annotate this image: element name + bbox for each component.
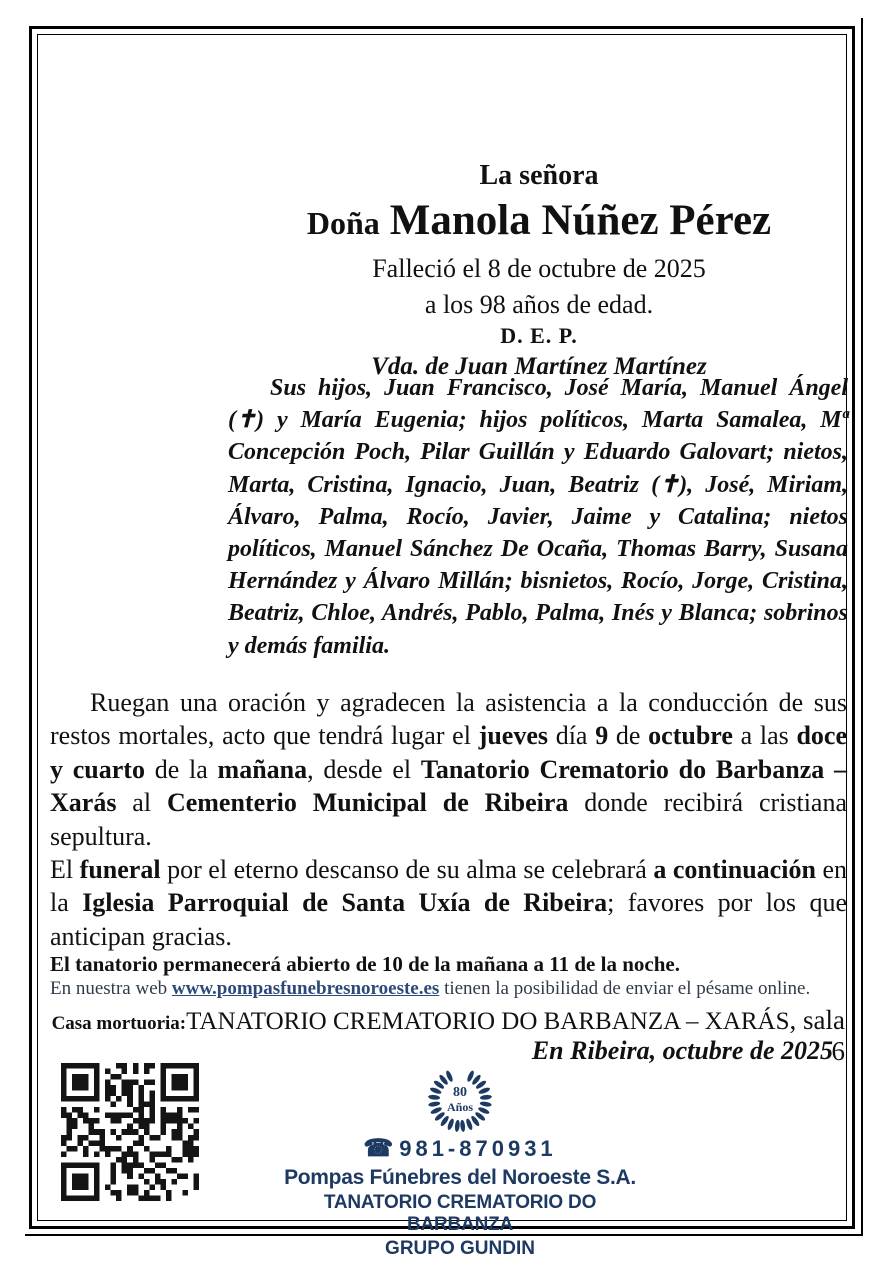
text-segment: Cementerio Municipal de Ribeira — [166, 788, 569, 818]
phone-icon: ☎ — [363, 1135, 394, 1162]
cross-black-crossbar-upper — [52, 263, 132, 273]
family-paragraph: Sus hijos, Juan Francisco, José María, Manuel Ángel (✝) y María Eugenia; hijos políticos, Marta Samalea, Mª Concepción Poch, Pilar Guillán y Eduardo Galovart; nietos, Marta, Cristina, Ignacio, Juan, Beatriz (✝), José, Miriam, Álvaro, Palma, Rocío, Javier, Jaime y Catalina; nietos políticos, Manuel Sánchez De Ocaña, Thomas Barry, Susana Hernández y Álvaro Millán; bisnietos, Rocío, Jorge, Cristina, Beatriz, Chloe, Andrés, Pablo, Palma, Inés y Blanca; sobrinos y demás familia. — [228, 375, 848, 659]
salutation: La señora — [479, 160, 599, 191]
text-segment: En nuestra web — [50, 978, 172, 999]
age-line: a los 98 años de edad. — [424, 290, 654, 319]
cross-black-vertical-top — [123, 103, 133, 263]
text-segment: por el eterno descanso de su alma se celebrará — [160, 855, 654, 885]
text-segment: donde recibirá cristiana sepultura. — [50, 788, 848, 851]
phone-number: 981-870931 — [399, 1136, 557, 1161]
announcement-paragraph-1 — [50, 686, 847, 853]
text-segment: , desde el — [307, 754, 421, 784]
group-name: GRUPO GUNDIN — [385, 1238, 535, 1259]
text-segment: TANATORIO CREMATORIO DO BARBANZA – XARÁS — [186, 1008, 790, 1035]
text-segment: Iglesia Parroquial de Santa Uxía de Ribeira — [82, 888, 608, 918]
qr-code — [61, 1063, 199, 1201]
text-segment: funeral — [79, 855, 161, 885]
honorific: Doña — [306, 205, 380, 241]
text-segment: doce y cuarto — [50, 721, 848, 784]
company-name: Pompas Fúnebres del Noroeste S.A. — [284, 1166, 636, 1189]
text-segment: mañana — [217, 754, 308, 784]
svg-text:80: 80 — [453, 1085, 467, 1100]
text-segment: octubre — [648, 721, 733, 751]
anniversary-laurel-icon — [408, 1066, 512, 1132]
phone-line — [280, 1134, 640, 1163]
website-line — [50, 978, 847, 1000]
svg-text:Años: Años — [446, 1100, 474, 1114]
card-shadow-right — [861, 18, 863, 1236]
cross-gray-vertical — [140, 75, 149, 575]
deceased-name: Manola Núñez Pérez — [389, 197, 772, 244]
deceased-name-line — [230, 196, 848, 245]
facility-name: TANATORIO CREMATORIO DO BARBANZA — [323, 1192, 597, 1235]
text-segment: jueves — [478, 721, 548, 751]
tanatorio-hours-line: El tanatorio permanecerá abierto de 10 de la mañana a 11 de la noche. — [50, 952, 680, 976]
text-segment: a continuación — [653, 855, 816, 885]
cross-black-vertical-bottom — [123, 302, 133, 620]
text-segment: Ruegan una oración y agradecen la asistencia a la conducción de sus restos mortales, acto que tendrá lugar el — [50, 688, 847, 751]
text-segment: tienen la posibilidad de enviar el pésame online. — [439, 978, 811, 999]
text-segment: al — [116, 788, 167, 818]
widow-of-line: Vda. de Juan Martínez Martínez — [371, 353, 707, 380]
text-segment: de la — [144, 754, 218, 784]
cross-black-crossbar-lower — [52, 292, 132, 302]
website-link[interactable]: www.pompasfunebresnoroeste.es — [171, 978, 440, 999]
header-block — [230, 160, 848, 381]
text-segment: Casa mortuoria: — [51, 1013, 187, 1034]
funeral-home-block — [280, 1066, 640, 1260]
rip-abbreviation: D. E. P. — [500, 323, 578, 348]
cross-gray-crossbar-upper — [140, 263, 221, 273]
text-segment: a las — [732, 721, 797, 751]
text-segment: día — [548, 721, 596, 751]
text-segment: de — [608, 721, 649, 751]
death-date-line: Falleció el 8 de octubre de 2025 — [372, 254, 706, 283]
text-segment: El — [50, 855, 80, 885]
text-segment: en la — [50, 855, 847, 918]
place-date-line: En Ribeira, octubre de 2025 — [531, 1036, 833, 1065]
text-segment: 9 — [595, 721, 609, 751]
text-segment: Tanatorio Crematorio do Barbanza – Xarás — [50, 754, 847, 818]
announcement-paragraph-2 — [50, 853, 847, 953]
text-segment: , sala 6 — [789, 1005, 845, 1066]
text-segment: ; favores por los que anticipan gracias. — [50, 888, 847, 951]
cross-gray-crossbar-lower — [140, 292, 221, 302]
announcement-block — [50, 686, 847, 953]
